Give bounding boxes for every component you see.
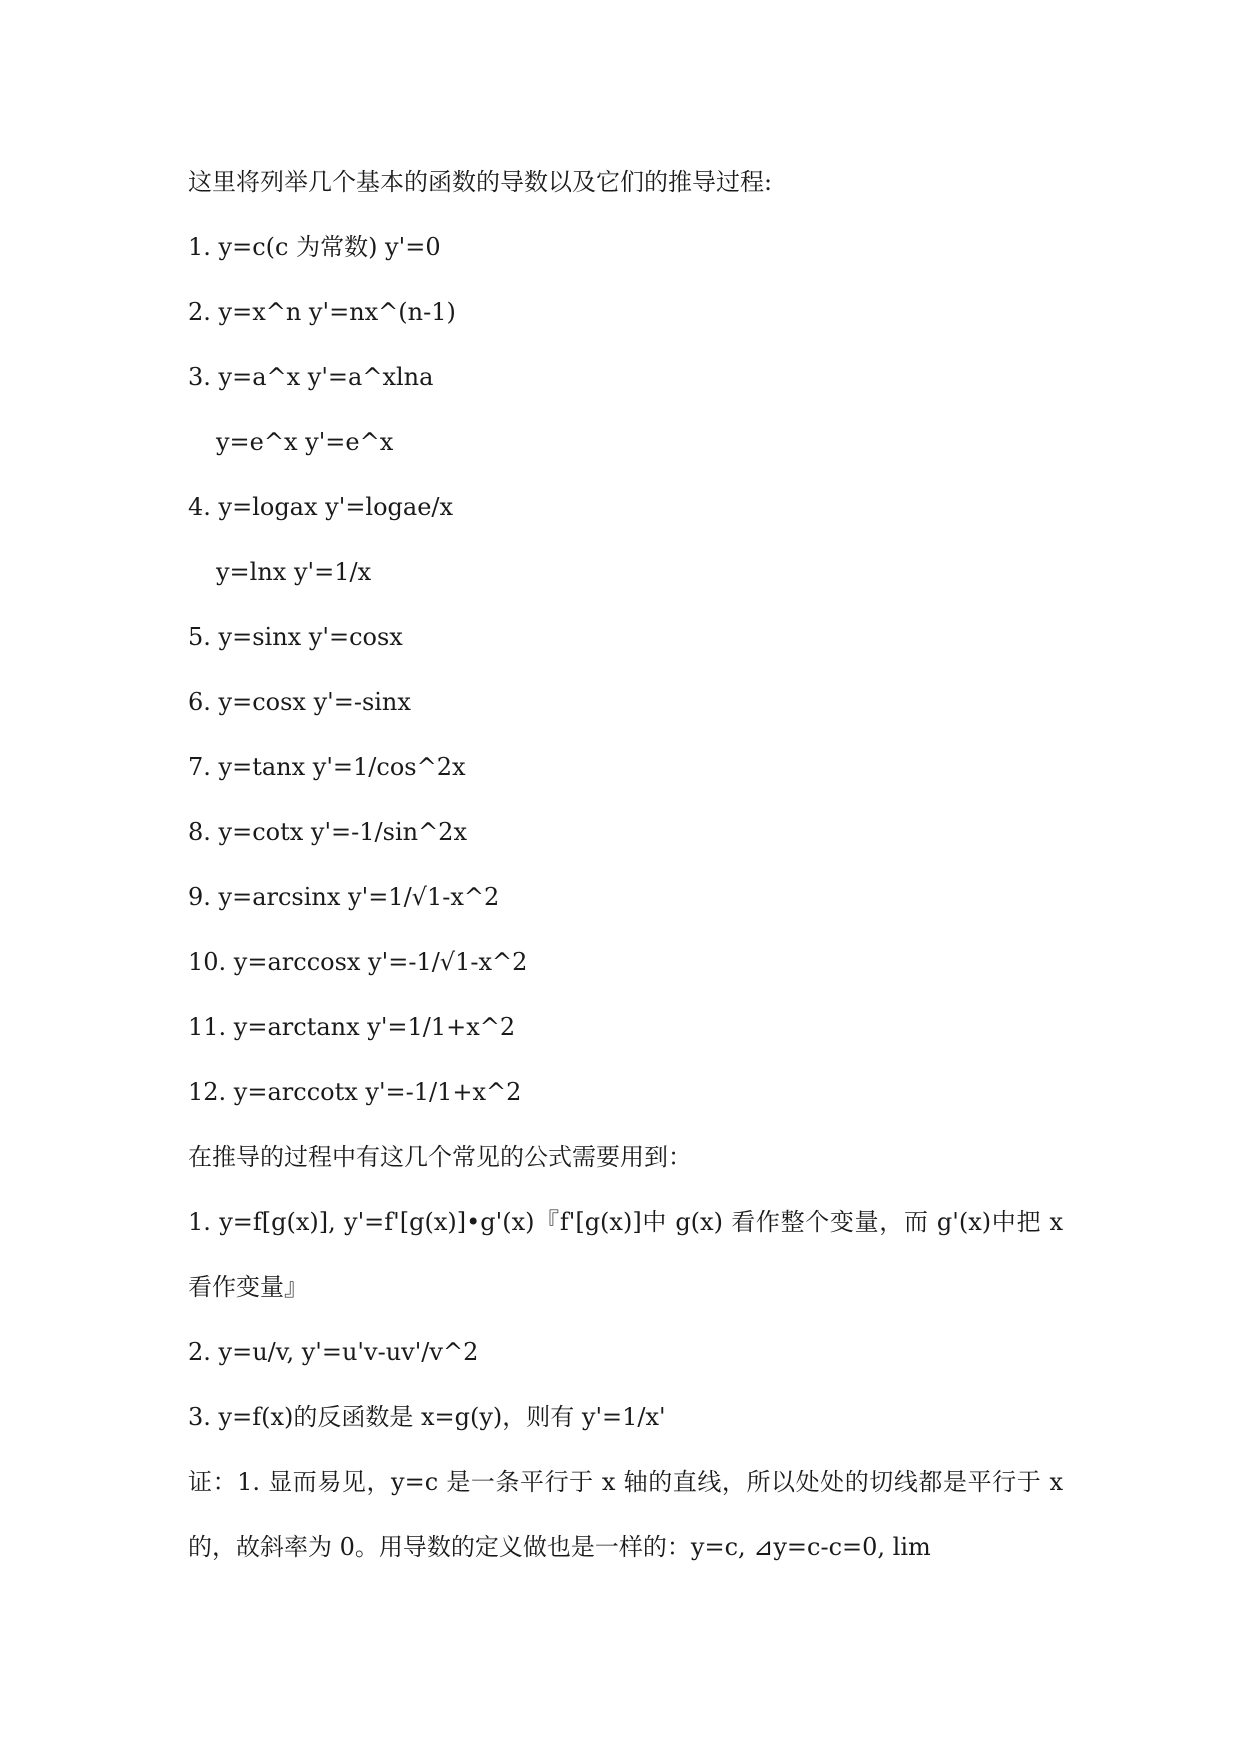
- formula-3: 3. y=f(x)的反函数是 x=g(y)，则有 y'=1/x': [188, 1403, 666, 1431]
- derivative-line-10: 10. y=arccosx y'=-1/√1-x^2: [188, 948, 528, 976]
- derivative-line-3: 3. y=a^x y'=a^xlna: [188, 363, 434, 391]
- derivative-line-5: 5. y=sinx y'=cosx: [188, 623, 403, 651]
- derivative-line-4b: y=lnx y'=1/x: [216, 558, 372, 586]
- derivative-line-9: 9. y=arcsinx y'=1/√1-x^2: [188, 883, 500, 911]
- derivative-line-2: 2. y=x^n y'=nx^(n-1): [188, 298, 456, 326]
- intro-text: 这里将列举几个基本的函数的导数以及它们的推导过程:: [188, 168, 773, 196]
- derivative-line-1: 1. y=c(c 为常数) y'=0: [188, 233, 441, 261]
- formula-1: 1. y=f[g(x)], y'=f'[g(x)]•g'(x)『f'[g(x)]中 g(x) 看作整个变量，而 g'(x)中把 x 看作变量』: [188, 1208, 1063, 1301]
- proof-paragraph: 证：1. 显而易见，y=c 是一条平行于 x 轴的直线，所以处处的切线都是平行于 x 的，故斜率为 0。用导数的定义做也是一样的：y=c, ⊿y=c-c=0, lim: [188, 1468, 1063, 1561]
- formulas-intro: 在推导的过程中有这几个常见的公式需要用到：: [188, 1143, 692, 1171]
- formula-2: 2. y=u/v, y'=u'v-uv'/v^2: [188, 1338, 479, 1366]
- derivative-line-8: 8. y=cotx y'=-1/sin^2x: [188, 818, 467, 846]
- derivative-line-7: 7. y=tanx y'=1/cos^2x: [188, 753, 466, 781]
- derivative-line-3b: y=e^x y'=e^x: [216, 428, 394, 456]
- derivative-line-11: 11. y=arctanx y'=1/1+x^2: [188, 1013, 516, 1041]
- derivative-line-4: 4. y=logax y'=logae/x: [188, 493, 454, 521]
- derivative-line-6: 6. y=cosx y'=-sinx: [188, 688, 411, 716]
- document-body: [188, 150, 1063, 1580]
- derivative-line-12: 12. y=arccotx y'=-1/1+x^2: [188, 1078, 522, 1106]
